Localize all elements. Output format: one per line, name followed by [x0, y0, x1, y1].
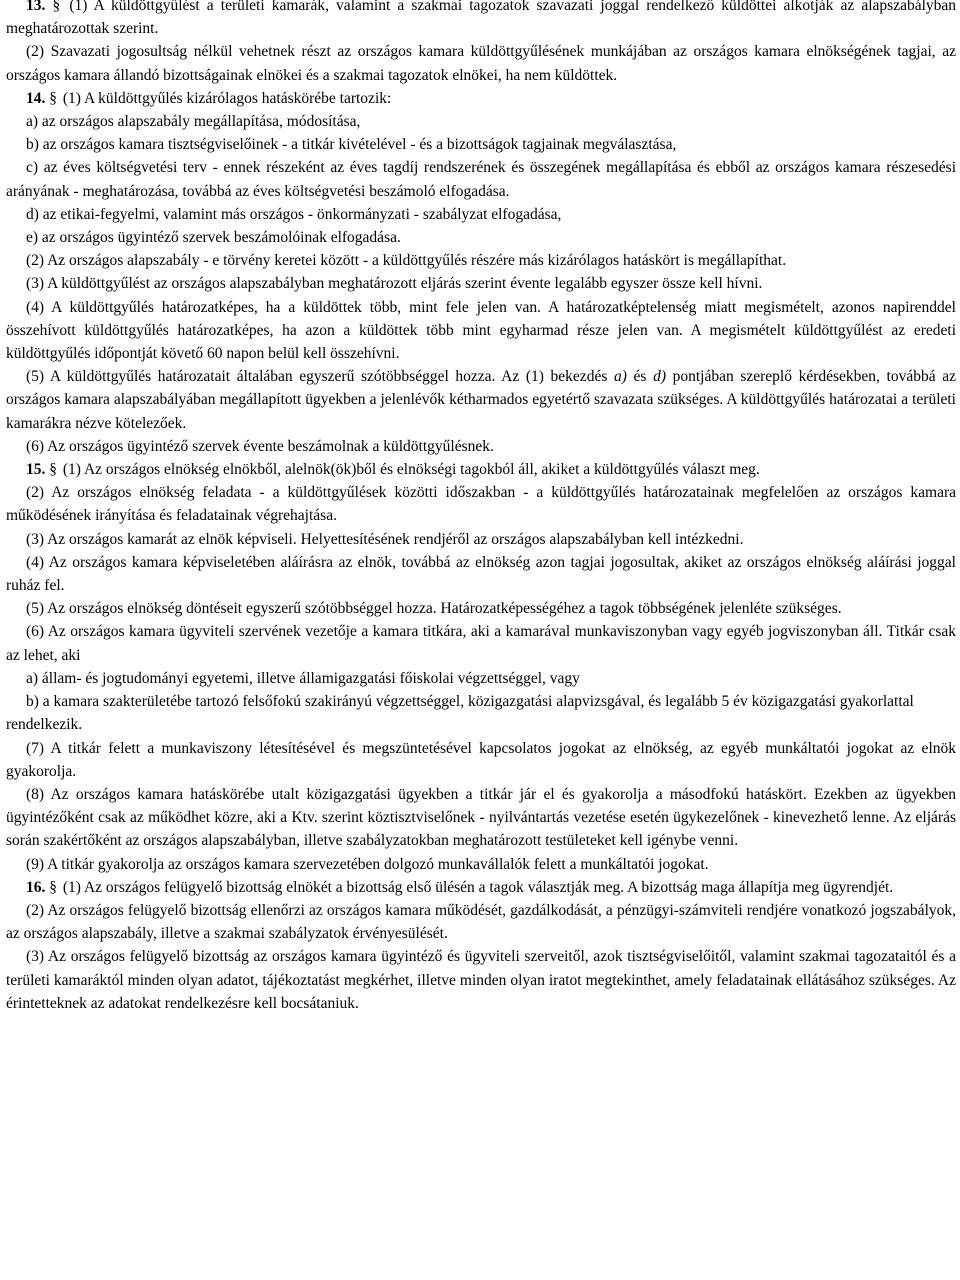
- list-item-text: b) a kamara szakterületébe tartozó felsőfokú szakirányú végzettséggel, közigazgatási alapvizsgával, és legalább 5 év közigazgatási gyakorlattal: [26, 693, 914, 711]
- section-15-paragraph-6-item-a: [6, 667, 956, 690]
- paragraph-text: (6) Az országos ügyintéző szervek évente beszámolnak a küldöttgyűlésnek.: [26, 437, 494, 455]
- section-number: 15.: [26, 461, 46, 479]
- paragraph-text: (4) Az országos kamara képviseletében aláírásra az elnök, továbbá az elnökség azon tagjai jogosultak, akiket az országos elnökség aláírási joggal ruház fel.: [6, 553, 956, 595]
- section-15-paragraph-5: [6, 597, 956, 620]
- section-16-paragraph-2: [6, 899, 956, 945]
- list-item-text: d) az etikai-fegyelmi, valamint más országos - önkormányzati - szabályzat elfogadása,: [26, 205, 562, 223]
- paragraph-text: (5) A küldöttgyűlés határozatait általában egyszerű szótöbbséggel hozza. Az (1) bekezdés: [26, 368, 614, 386]
- section-15-paragraph-4: [6, 551, 956, 597]
- section-16-paragraph-3: [6, 945, 956, 1015]
- section-15-paragraph-7: [6, 737, 956, 783]
- section-sign: §: [49, 89, 57, 107]
- paragraph-text: (2) Szavazati jogosultság nélkül vehetnek részt az országos kamara küldöttgyűlésének munkájában az országos kamara elnökségének tagjai, az országos kamara állandó bizottságainak elnökei és a szakmai tagozatok elnökei, ha nem küldöttek.: [6, 43, 956, 84]
- section-15-paragraph-3: [6, 528, 956, 551]
- paragraph-text: (1) A küldöttgyűlés kizárólagos hatáskörébe tartozik:: [62, 89, 392, 107]
- paragraph-text: (1) Az országos elnökség elnökből, alelnök(ök)ből és elnökségi tagokból áll, akiket a küldöttgyűlés választ meg.: [62, 461, 760, 479]
- section-number: 13.: [26, 0, 46, 14]
- section-14-item-e: [6, 226, 956, 249]
- paragraph-text: (1) Az országos felügyelő bizottság elnökét a bizottság első ülésén a tagok választják meg. A bizottság maga állapítja meg ügyrendjét.: [62, 878, 894, 896]
- section-14-item-a: [6, 110, 956, 133]
- paragraph-text: (7) A titkár felett a munkaviszony létesítésével és megszüntetésével kapcsolatos jogokat az elnökség, az egyéb munkáltatói jogokat az elnök gyakorolja.: [6, 739, 956, 780]
- paragraph-text: (2) Az országos elnökség feladata - a küldöttgyűlések közötti időszakban - a küldöttgyűlés határozatainak megfelelően az országos kamara működésének irányítása és feladatainak végrehajtása.: [6, 484, 956, 525]
- section-14-paragraph-1: [6, 87, 956, 110]
- list-item-text: a) állam- és jogtudományi egyetemi, illetve államigazgatási főiskolai végzettséggel, vagy: [26, 669, 580, 687]
- point-reference-a: a): [613, 368, 627, 386]
- paragraph-text: (3) A küldöttgyűlést az országos alapszabályban meghatározott eljárás szerint évente legalább egyszer össze kell hívni.: [26, 275, 763, 293]
- section-sign: §: [49, 461, 57, 479]
- section-number: 16.: [26, 878, 46, 896]
- section-number: 14.: [26, 89, 46, 107]
- paragraph-text: (1) A küldöttgyűlést a területi kamarák, valamint a szakmai tagozatok szavazati joggal rendelkező küldöttei alkotják az alapszabályban meghatározottak szerint.: [6, 0, 957, 38]
- list-item-text: e) az országos ügyintéző szervek beszámolóinak elfogadása.: [26, 229, 401, 247]
- paragraph-text: (6) Az országos kamara ügyviteli szervének vezetője a kamara titkára, aki a kamarával munkaviszonyban vagy egyéb jogviszonyban áll. Titkár csak az lehet, aki: [6, 623, 956, 664]
- list-item-text: b) az országos kamara tisztségviselőinek - a titkár kivételével - és a bizottságok tagjainak megválasztása,: [26, 136, 677, 154]
- section-13-paragraph-2: [6, 40, 956, 86]
- paragraph-text: (4) A küldöttgyűlés határozatképes, ha a küldöttek több, mint fele jelen van. A határozatképtelenség miatt megismételt, azonos napirenddel összehívott küldöttgyűlés határozatképes, ha azon a küldöttek több mint egyharmad része jelen van. A megismételt küldöttgyűlést az eredeti küldöttgyűlés időpontját követő 60 napon belül kell összehívni.: [6, 298, 956, 363]
- paragraph-text: rendelkezik.: [6, 716, 83, 734]
- paragraph-text: (9) A titkár gyakorolja az országos kamara szervezetében dolgozó munkavállalók felett a munkáltatói jogokat.: [26, 855, 709, 873]
- section-15-paragraph-6: [6, 620, 956, 666]
- list-item-text: a) az országos alapszabály megállapítása, módosítása,: [26, 113, 361, 131]
- paragraph-text: pontjában szereplő kérdésekben, továbbá az országos kamara alapszabályában megállapított ügyekben a jelenlévők kétharmados egyetértő szavazata szükséges. A küldöttgyűlés határozatai a területi kamarákra nézve kötelezőek.: [6, 368, 956, 432]
- section-15-paragraph-1: [6, 458, 956, 481]
- section-13-paragraph-1: [6, 0, 956, 40]
- section-15-paragraph-6-item-b: [6, 690, 956, 713]
- document-page: [6, 0, 956, 1015]
- paragraph-text: (2) Az országos felügyelő bizottság ellenőrzi az országos kamara működését, gazdálkodását, a pénzügyi-számviteli rendjére vonatkozó jogszabályok, az országos alapszabály, illetve a szakmai szabályzatok érvényesülését.: [6, 901, 956, 943]
- section-14-paragraph-5: [6, 365, 956, 435]
- section-15-paragraph-8: [6, 783, 956, 853]
- section-14-paragraph-2: [6, 249, 956, 272]
- section-14-item-b: [6, 133, 956, 156]
- paragraph-text: (2) Az országos alapszabály - e törvény keretei között - a küldöttgyűlés részére más kizárólagos hatáskört is megállapíthat.: [26, 252, 787, 270]
- paragraph-text: és: [626, 368, 654, 386]
- paragraph-text: (3) Az országos kamarát az elnök képviseli. Helyettesítésének rendjéről az országos alapszabályban kell intézkedni.: [26, 530, 744, 548]
- section-15-paragraph-6-closing: [6, 713, 956, 736]
- section-sign: §: [49, 878, 57, 896]
- paragraph-text: (3) Az országos felügyelő bizottság az országos kamara ügyintéző és ügyviteli szerveitől, azok tisztségviselőitől, valamint szakmai tagozataitól és a területi kamaráktól minden olyan adatot, tájékoztatást megkérhet, illetve minden olyan iratot megtekinthet, amely feladatainak ellátásához szükséges. Az érintetteknek az adatokat rendelkezésre kell bocsátaniuk.: [6, 948, 956, 1012]
- section-16-paragraph-1: [6, 876, 956, 899]
- paragraph-text: (5) Az országos elnökség döntéseit egyszerű szótöbbséggel hozza. Határozatképességéhez a tagok többségének jelenléte szükséges.: [26, 600, 842, 618]
- section-sign: §: [52, 0, 61, 14]
- list-item-text: c) az éves költségvetési terv - ennek részeként az éves tagdíj rendszerének és összegének megállapítása és ebből az országos kamara részesedési arányának - meghatározása, továbbá az éves költségvetési beszámoló elfogadása.: [6, 159, 956, 200]
- section-15-paragraph-9: [6, 853, 956, 876]
- point-reference-d: d): [653, 368, 666, 386]
- section-14-item-d: [6, 203, 956, 226]
- section-14-paragraph-6: [6, 435, 956, 458]
- section-14-paragraph-4: [6, 296, 956, 366]
- paragraph-text: (8) Az országos kamara hatáskörébe utalt közigazgatási ügyekben a titkár jár el és gyakorolja a másodfokú hatáskört. Ezekben az ügyekben ügyintézőként csak az működhet közre, aki a Ktv. szerint köztisztviselőnek - nyilvántartás vezetése esetén ügykezelőnek - kinevezhető lenne. Az eljárás során szakértőként az országos alapszabályban, illetve szabályzatokban meghatározott testületeket kell igénybe venni.: [6, 785, 956, 850]
- section-15-paragraph-2: [6, 481, 956, 527]
- section-14-paragraph-3: [6, 272, 956, 295]
- section-14-item-c: [6, 156, 956, 202]
